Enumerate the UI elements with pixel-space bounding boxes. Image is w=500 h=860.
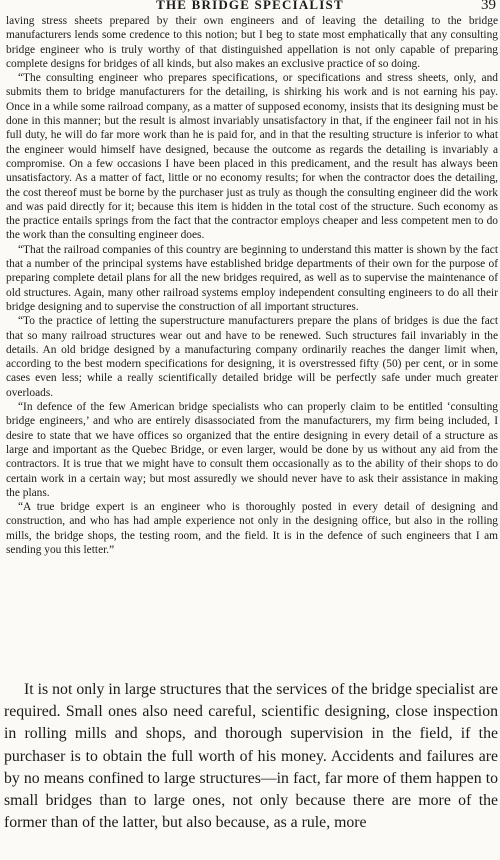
quote-paragraph: “In defence of the few American bridge specialists who can properly claim to be entitled ‘consulting bridge engineers,’ and who are entirely disassociated from the manufacturers, my firm being included, I desire to state that we have offices so organized that the entire designing in every detail of a structure as large and important as the Quebec Bridge, or even larger, would be done by us without any aid from the contractors. It is true that we might have to consult them occasionally as to the ability of their shops to do certain work in a certain way; but most assuredly we should never have to ask their assistance in making the plans. <box>6 401 498 499</box>
quote-paragraph-continued: laving stress sheets prepared by their own engineers and of leaving the detailing to the bridge manufacturers lends some credence to this notion; but I beg to state most emphatically that any consulting bridge engineer who is truly worthy of that distinguished appellation is not only capable of preparing complete designs for bridges of all kinds, but also makes an exclusive practice of so doing. <box>6 15 498 70</box>
running-title: THE BRIDGE SPECIALIST <box>156 0 344 12</box>
quote-paragraph: “That the railroad companies of this country are beginning to understand this matter is shown by the fact that a number of the principal systems have established bridge departments of their own for the purpose of preparing complete detail plans for all the new bridges required, as well as to supervise the maintenance of old structures. Again, many other railroad systems employ independent consulting engineers to do all their bridge designing and to supervise the construction of all important structures. <box>6 243 498 313</box>
quote-paragraph: “The consulting engineer who prepares specifications, or specifications and stress sheets, only, and submits them to bridge manufacturers for the detailing, is shirking his work and is not earning his pay. Once in a while some railroad company, as a matter of supposed economy, insists that its designing must be done in this manner; but the result is almost invariably unsatisfactory in that, if the engineer fail not in his full duty, he will do far more work than he is paid for, and in that the resulting structure is inferior to what the engineer would himself have designed, because the outcome as regards the detailing is invariably a compromise. On a few occasions I have been placed in this predicament, and the result has always been unsatisfactory. As a matter of fact, little or no economy results; for when the contractor does the detailing, the cost thereof must be borne by the purchaser just as truly as though the consulting engineer did the work and was paid directly for it; because this item is hidden in the total cost of the structure. Such economy as the practice entails springs from the fact that the contractor employs cheaper and less competent men to do the work than the consulting engineer does. <box>6 72 498 242</box>
page-number: 39 <box>481 0 496 13</box>
quoted-letter <box>6 14 498 557</box>
page-header <box>0 0 500 14</box>
body-text <box>4 679 498 834</box>
quote-paragraph: “To the practice of letting the superstructure manufacturers prepare the plans of bridges is due the fact that so many railroad structures wear out and have to be renewed. Such structures fail invariably in the details. An old bridge designed by a manufacturing company ordinarily reaches the danger limit when, according to the best modern specifications for designing, it is overstressed fifty (50) per cent, or in some cases even less; while a really scientifically detailed bridge will be perfectly safe under much greater overloads. <box>6 315 498 399</box>
quote-paragraph: “A true bridge expert is an engineer who is thoroughly posted in every detail of designing and construction, and who has had ample experience not only in the designing office, but also in the rolling mills, the bridge shops, the testing room, and the field. It is in the defence of such engineers that I am sending you this letter.” <box>6 501 498 556</box>
body-paragraph: It is not only in large structures that the services of the bridge specialist are required. Small ones also need careful, scientific designing, close inspection in rolling mills and shops, and thorough supervision in the field, if the purchaser is to obtain the full worth of his money. Accidents and failures are by no means confined to large structures—in fact, far more of them happen to small bridges than to large ones, not only because there are more of the former than of the latter, but also because, as a rule, more <box>4 681 498 832</box>
